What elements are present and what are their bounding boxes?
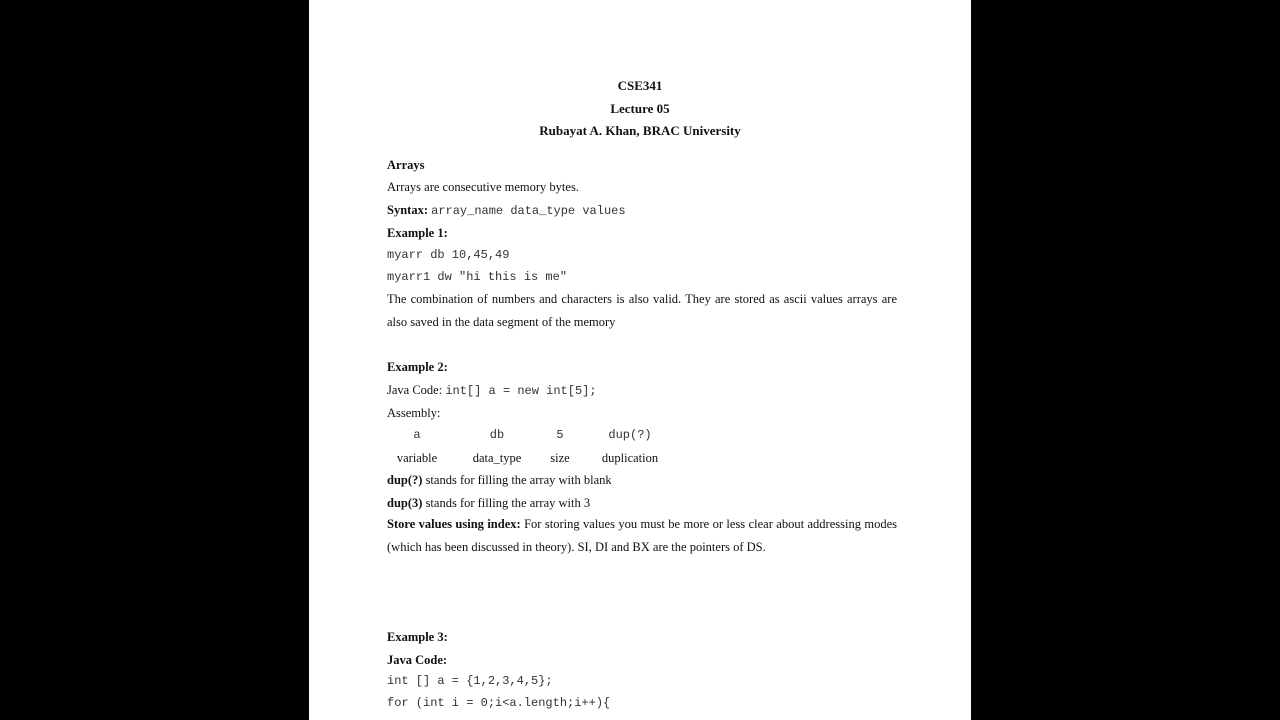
example1-code-line1: myarr db 10,45,49 — [387, 248, 510, 262]
lecture-number: Lecture 05 — [610, 101, 670, 116]
example2-java-code: int[] a = new int[5]; — [445, 384, 597, 398]
example3-java-label: Java Code: — [387, 653, 448, 667]
dup-blank-desc: stands for filling the array with blank — [422, 473, 612, 487]
syntax-line — [387, 202, 907, 219]
example1-heading: Example 1: — [387, 226, 448, 240]
assembly-label: Assembly: — [387, 406, 441, 420]
example3-heading: Example 3: — [387, 630, 448, 644]
syntax-label: Syntax: — [387, 203, 428, 217]
document-page — [309, 0, 971, 720]
assembly-cell-datatype: db — [489, 428, 505, 442]
dup3-term: dup(3) — [387, 496, 423, 510]
course-code: CSE341 — [617, 78, 663, 93]
dup-blank-term: dup(?) — [387, 473, 423, 487]
example2-java-line — [387, 382, 907, 399]
example1-code-line2: myarr1 dw "hi this is me" — [387, 270, 568, 284]
assembly-label-size: size — [550, 451, 570, 465]
store-values-desc: For storing values you must be more or less clear about addressing modes (which has been discussed in theory). SI, DI and BX are the pointers of DS. — [387, 517, 898, 554]
dup-blank-line — [387, 472, 907, 488]
example3-code-line1: int [] a = {1,2,3,4,5}; — [387, 674, 553, 688]
arrays-heading: Arrays — [387, 158, 425, 172]
assembly-cell-size: 5 — [556, 428, 564, 442]
assembly-cell-duplication: dup(?) — [608, 428, 652, 442]
syntax-code: array_name data_type values — [431, 204, 626, 218]
assembly-label-datatype: data_type — [472, 451, 522, 465]
store-values-paragraph — [387, 513, 897, 559]
dup3-desc: stands for filling the array with 3 — [422, 496, 591, 510]
example2-java-label: Java Code: — [387, 383, 443, 397]
arrays-definition: Arrays are consecutive memory bytes. — [387, 180, 579, 194]
example1-note: The combination of numbers and characters is also valid. They are stored as ascii values arrays are also saved in the data segment of the memory — [387, 292, 897, 329]
store-values-term: Store values using index: — [387, 517, 521, 531]
dup3-line — [387, 495, 907, 511]
assembly-label-duplication: duplication — [601, 451, 659, 465]
author-line: Rubayat A. Khan, BRAC University — [539, 123, 741, 138]
example3-code-line2: for (int i = 0;i<a.length;i++){ — [387, 696, 611, 710]
assembly-cell-variable: a — [413, 428, 421, 442]
example2-heading: Example 2: — [387, 360, 448, 374]
assembly-label-variable: variable — [396, 451, 438, 465]
